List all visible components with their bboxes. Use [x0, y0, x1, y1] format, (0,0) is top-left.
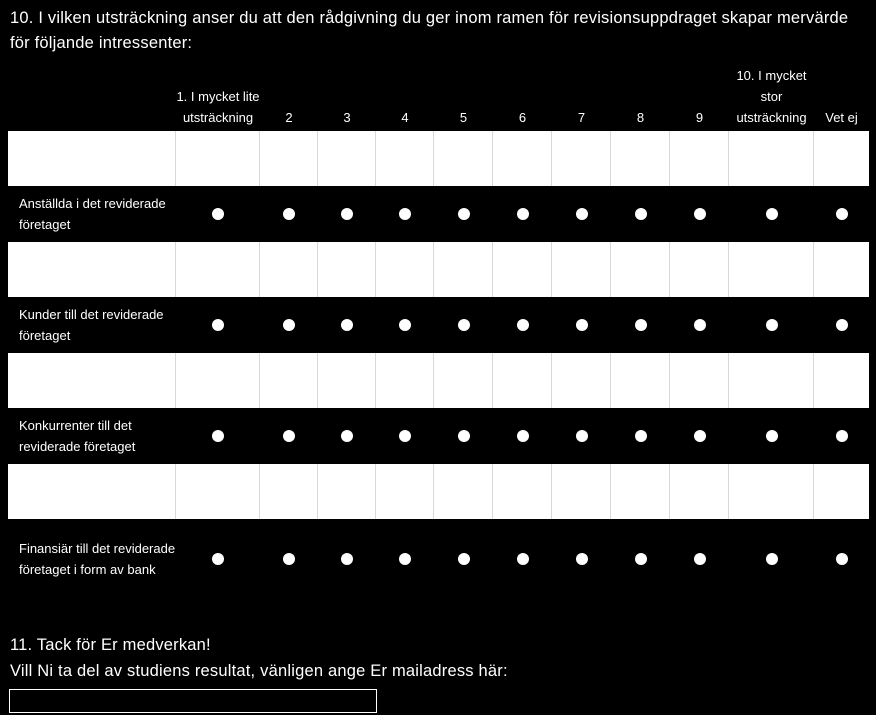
- row-label: Konkurrenter till det reviderade företaget: [19, 418, 136, 454]
- question-10-text: 10. I vilken utsträckning anser du att den rådgivning du ger inom ramen för revisionsuppdraget skapar mervärde för följande intressenter:: [10, 9, 849, 52]
- radio-button[interactable]: [283, 430, 295, 442]
- row-spacer-cell: [611, 242, 670, 297]
- radio-button[interactable]: [517, 319, 529, 331]
- row-spacer-cell: [434, 353, 493, 408]
- radio-cell: [552, 186, 611, 242]
- row-spacer-cell: [176, 464, 260, 519]
- radio-cell: [260, 186, 318, 242]
- radio-cell: [493, 408, 552, 464]
- row-spacer-cell: [376, 242, 434, 297]
- scale-header-9: 9: [695, 110, 704, 125]
- radio-cell: [318, 408, 376, 464]
- row-spacer-cell: [493, 353, 552, 408]
- radio-button[interactable]: [283, 208, 295, 220]
- row-spacer-cell: [376, 353, 434, 408]
- radio-cell: [611, 519, 670, 598]
- radio-button[interactable]: [341, 430, 353, 442]
- radio-cell: [176, 297, 260, 353]
- row-spacer-cell: [260, 242, 318, 297]
- radio-button[interactable]: [766, 319, 778, 331]
- row-label: Finansiär till det reviderade företaget i form av bank: [19, 540, 176, 577]
- radio-button[interactable]: [212, 553, 224, 565]
- radio-cell: [260, 408, 318, 464]
- radio-cell: [376, 519, 434, 598]
- scale-header-5: 5: [459, 110, 468, 125]
- radio-cell: [814, 519, 869, 598]
- radio-cell: [729, 519, 814, 598]
- radio-button[interactable]: [399, 208, 411, 220]
- radio-button[interactable]: [635, 208, 647, 220]
- row-spacer-cell: [434, 242, 493, 297]
- scale-header-3: 3: [343, 110, 351, 125]
- row-spacer-cell: [814, 464, 869, 519]
- radio-cell: [611, 297, 670, 353]
- radio-cell: [318, 297, 376, 353]
- radio-button[interactable]: [576, 319, 588, 331]
- radio-button[interactable]: [766, 430, 778, 442]
- row-spacer-cell: [493, 464, 552, 519]
- row-spacer-cell: [611, 353, 670, 408]
- row-spacer-cell: [552, 353, 611, 408]
- scale-header-7: 7: [577, 110, 586, 125]
- radio-cell: [611, 408, 670, 464]
- row-spacer-cell: [376, 131, 434, 186]
- scale-header-2: 2: [285, 110, 293, 125]
- row-spacer-cell: [729, 464, 814, 519]
- radio-button[interactable]: [283, 319, 295, 331]
- scale-header-vet-ej: Vet ej: [825, 110, 858, 125]
- radio-button[interactable]: [341, 553, 353, 565]
- row-spacer-cell: [729, 242, 814, 297]
- row-spacer-cell: [260, 353, 318, 408]
- scale-header-4: 4: [401, 110, 409, 125]
- row-spacer-cell: [729, 131, 814, 186]
- radio-cell: [318, 519, 376, 598]
- scale-header-6: 6: [518, 110, 527, 125]
- radio-button[interactable]: [517, 553, 529, 565]
- radio-button[interactable]: [694, 319, 706, 331]
- radio-cell: [318, 186, 376, 242]
- row-spacer-cell: [260, 131, 318, 186]
- radio-button[interactable]: [458, 430, 470, 442]
- radio-cell: [814, 297, 869, 353]
- row-spacer-cell: [176, 353, 260, 408]
- radio-button[interactable]: [635, 319, 647, 331]
- radio-button[interactable]: [458, 208, 470, 220]
- radio-button[interactable]: [341, 319, 353, 331]
- radio-button[interactable]: [836, 430, 848, 442]
- rating-grid: [8, 64, 869, 598]
- radio-cell: [552, 408, 611, 464]
- row-spacer-cell: [434, 464, 493, 519]
- header-empty: [8, 64, 176, 131]
- radio-cell: [434, 186, 493, 242]
- radio-cell: [670, 297, 729, 353]
- row-spacer-cell: [318, 242, 376, 297]
- row-spacer-cell: [8, 242, 176, 297]
- radio-button[interactable]: [458, 553, 470, 565]
- row-spacer-cell: [670, 353, 729, 408]
- radio-cell: [376, 186, 434, 242]
- radio-button[interactable]: [836, 553, 848, 565]
- radio-cell: [552, 519, 611, 598]
- row-spacer-cell: [670, 242, 729, 297]
- row-spacer-cell: [611, 131, 670, 186]
- row-spacer-cell: [176, 242, 260, 297]
- radio-cell: [434, 519, 493, 598]
- radio-button[interactable]: [836, 319, 848, 331]
- radio-button[interactable]: [517, 208, 529, 220]
- radio-cell: [434, 297, 493, 353]
- question-11-prompt: Vill Ni ta del av studiens resultat, vänligen ange Er mailadress här:: [10, 662, 508, 680]
- row-spacer-cell: [8, 464, 176, 519]
- radio-button[interactable]: [212, 430, 224, 442]
- radio-button[interactable]: [694, 430, 706, 442]
- radio-cell: [814, 186, 869, 242]
- radio-cell: [260, 519, 318, 598]
- scale-header-10: 10. I mycket stor utsträckning: [736, 68, 807, 125]
- row-spacer-cell: [8, 353, 176, 408]
- row-spacer-cell: [318, 464, 376, 519]
- radio-cell: [493, 519, 552, 598]
- radio-cell: [376, 408, 434, 464]
- radio-cell: [176, 408, 260, 464]
- row-spacer-cell: [176, 131, 260, 186]
- row-spacer-cell: [318, 353, 376, 408]
- radio-button[interactable]: [458, 319, 470, 331]
- radio-cell: [493, 186, 552, 242]
- radio-cell: [670, 408, 729, 464]
- row-spacer-cell: [493, 242, 552, 297]
- radio-button[interactable]: [517, 430, 529, 442]
- row-spacer-cell: [814, 353, 869, 408]
- row-spacer-cell: [493, 131, 552, 186]
- row-spacer-cell: [814, 242, 869, 297]
- row-spacer-cell: [376, 464, 434, 519]
- radio-cell: [176, 519, 260, 598]
- scale-header-1: 1. I mycket lite utsträckning: [176, 89, 260, 125]
- radio-button[interactable]: [576, 208, 588, 220]
- radio-cell: [729, 408, 814, 464]
- scale-header-8: 8: [636, 110, 645, 125]
- question-11-title: 11. Tack för Er medverkan!: [10, 636, 211, 654]
- row-spacer-cell: [318, 131, 376, 186]
- radio-cell: [670, 186, 729, 242]
- row-spacer-cell: [434, 131, 493, 186]
- radio-button[interactable]: [399, 319, 411, 331]
- radio-button[interactable]: [576, 430, 588, 442]
- row-spacer-cell: [611, 464, 670, 519]
- radio-button[interactable]: [635, 430, 647, 442]
- radio-button[interactable]: [766, 208, 778, 220]
- row-spacer-cell: [670, 131, 729, 186]
- radio-cell: [493, 297, 552, 353]
- row-spacer-cell: [729, 353, 814, 408]
- radio-button[interactable]: [576, 553, 588, 565]
- radio-button[interactable]: [694, 553, 706, 565]
- radio-button[interactable]: [283, 553, 295, 565]
- row-spacer-cell: [814, 131, 869, 186]
- row-label: Kunder till det reviderade företaget: [19, 307, 164, 343]
- radio-button[interactable]: [694, 208, 706, 220]
- row-spacer-cell: [8, 131, 176, 186]
- radio-cell: [176, 186, 260, 242]
- radio-button[interactable]: [836, 208, 848, 220]
- radio-cell: [552, 297, 611, 353]
- radio-cell: [814, 408, 869, 464]
- row-spacer-cell: [260, 464, 318, 519]
- radio-cell: [670, 519, 729, 598]
- radio-cell: [611, 186, 670, 242]
- radio-button[interactable]: [766, 553, 778, 565]
- radio-cell: [729, 297, 814, 353]
- radio-button[interactable]: [212, 208, 224, 220]
- radio-button[interactable]: [341, 208, 353, 220]
- email-input[interactable]: [9, 689, 377, 713]
- question-11: [10, 632, 866, 684]
- row-spacer-cell: [552, 131, 611, 186]
- radio-cell: [376, 297, 434, 353]
- row-spacer-cell: [552, 464, 611, 519]
- row-spacer-cell: [670, 464, 729, 519]
- row-spacer-cell: [552, 242, 611, 297]
- radio-cell: [260, 297, 318, 353]
- radio-button[interactable]: [212, 319, 224, 331]
- radio-button[interactable]: [399, 430, 411, 442]
- radio-cell: [434, 408, 493, 464]
- row-label: Anställda i det reviderade företaget: [19, 196, 166, 232]
- radio-cell: [729, 186, 814, 242]
- radio-button[interactable]: [399, 553, 411, 565]
- radio-button[interactable]: [635, 553, 647, 565]
